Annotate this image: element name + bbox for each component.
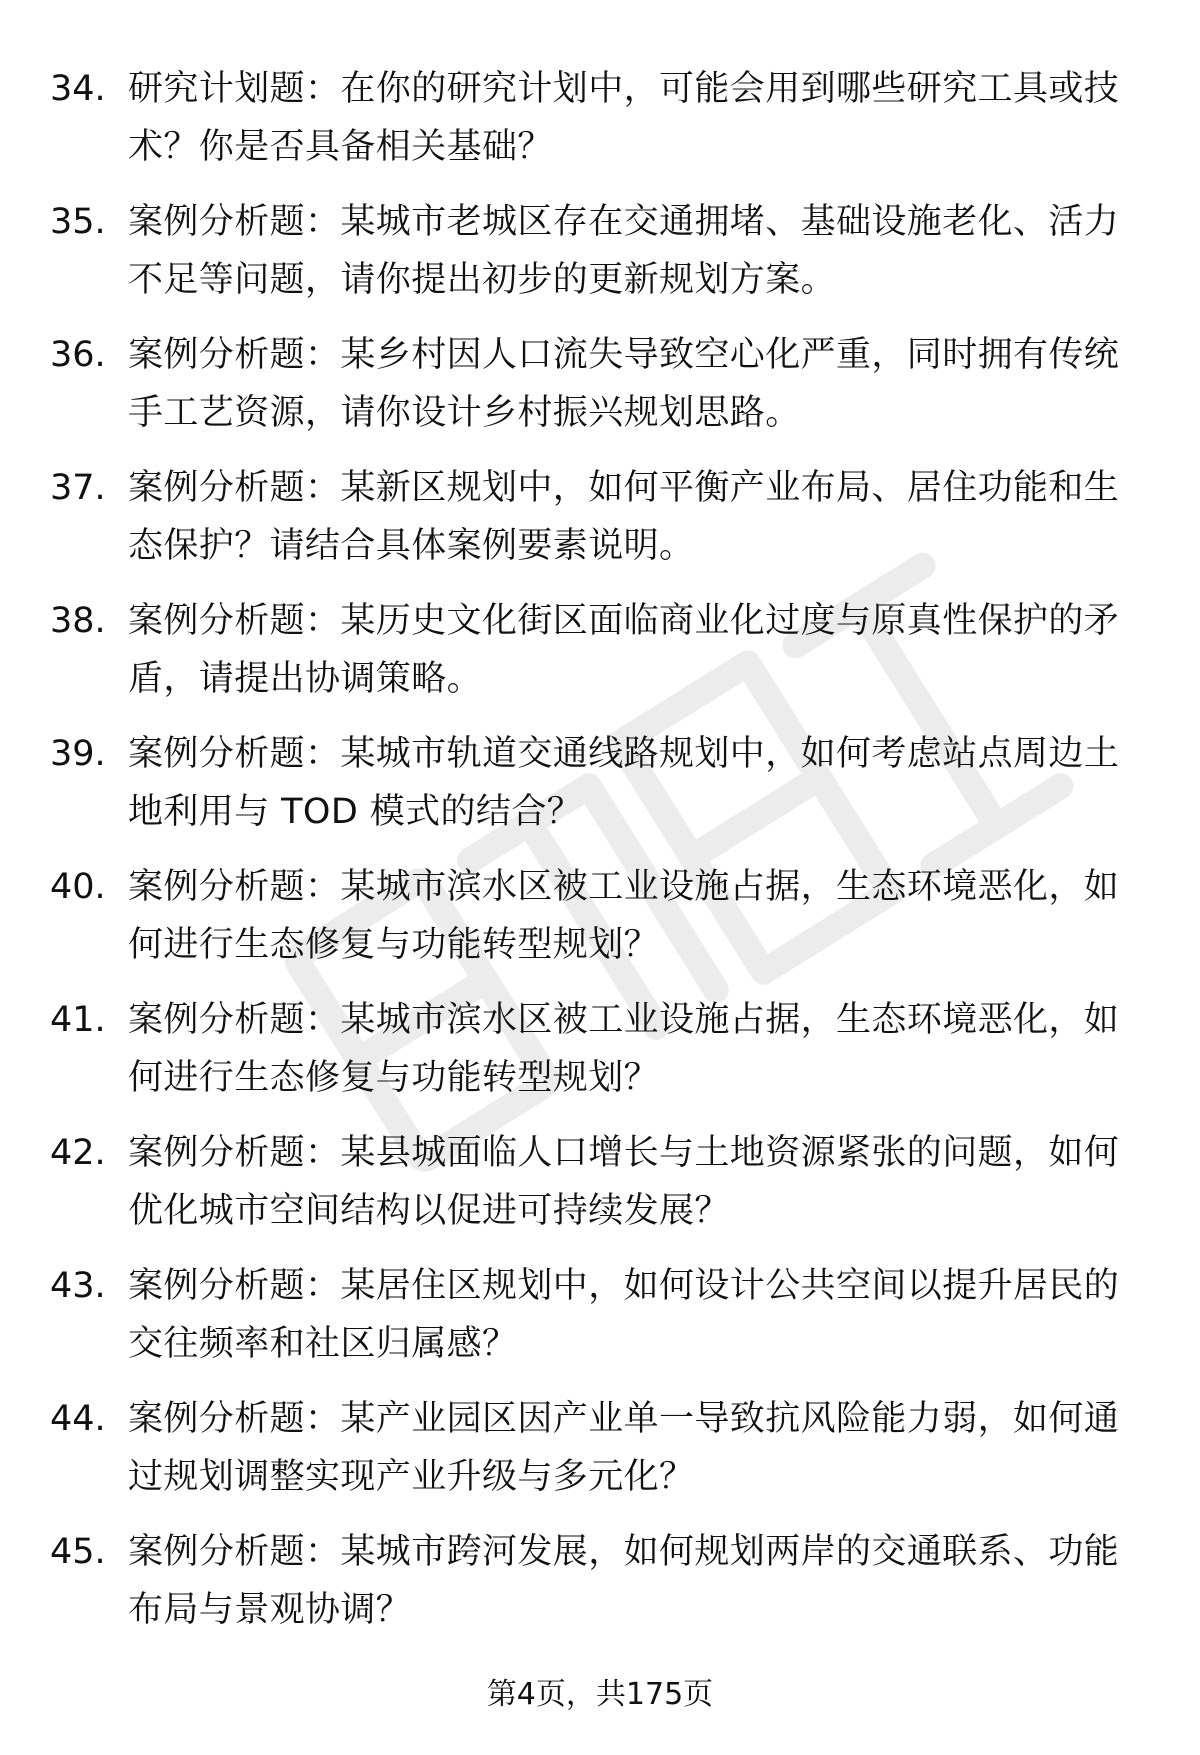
list-item — [0, 725, 1200, 858]
question-text: 案例分析题：某产业园区因产业单一导致抗风险能力弱，如何通过规划调整实现产业升级与多元化？ — [128, 1399, 1120, 1497]
list-item — [0, 858, 1200, 991]
question-number: 42. — [50, 1133, 106, 1173]
question-number: 35. — [50, 202, 106, 242]
question-text: 案例分析题：某县城面临人口增长与土地资源紧张的问题，如何优化城市空间结构以促进可持续发展？ — [128, 1133, 1120, 1231]
question-number: 37. — [50, 468, 106, 508]
question-text: 案例分析题：某城市跨河发展，如何规划两岸的交通联系、功能布局与景观协调？ — [128, 1532, 1120, 1630]
question-text: 案例分析题：某新区规划中，如何平衡产业布局、居住功能和生态保护？请结合具体案例要素说明。 — [128, 468, 1120, 566]
question-text: 案例分析题：某城市老城区存在交通拥堵、基础设施老化、活力不足等问题，请你提出初步的更新规划方案。 — [128, 202, 1120, 300]
question-number: 41. — [50, 1000, 106, 1040]
question-number: 45. — [50, 1532, 106, 1572]
list-item — [0, 1124, 1200, 1257]
question-number: 34. — [50, 69, 106, 109]
list-item — [0, 592, 1200, 725]
list-item — [0, 991, 1200, 1124]
question-number: 39. — [50, 734, 106, 774]
list-item — [0, 193, 1200, 326]
question-list — [0, 60, 1200, 1656]
question-text: 案例分析题：某城市滨水区被工业设施占据，生态环境恶化，如何进行生态修复与功能转型规划？ — [128, 867, 1120, 965]
list-item — [0, 1257, 1200, 1390]
question-text: 案例分析题：某城市滨水区被工业设施占据，生态环境恶化，如何进行生态修复与功能转型规划？ — [128, 1000, 1120, 1098]
list-item — [0, 1390, 1200, 1523]
list-item — [0, 459, 1200, 592]
question-text: 案例分析题：某历史文化街区面临商业化过度与原真性保护的矛盾，请提出协调策略。 — [128, 601, 1120, 699]
list-item — [0, 1523, 1200, 1656]
question-text: 案例分析题：某城市轨道交通线路规划中，如何考虑站点周边土地利用与 TOD 模式的结合？ — [128, 734, 1120, 832]
list-item — [0, 326, 1200, 459]
page-indicator: 第4页，共175页 — [486, 1677, 714, 1712]
question-number: 43. — [50, 1266, 106, 1306]
list-item — [0, 60, 1200, 193]
question-text: 案例分析题：某居住区规划中，如何设计公共空间以提升居民的交往频率和社区归属感？ — [128, 1266, 1120, 1364]
question-number: 36. — [50, 335, 106, 375]
question-number: 38. — [50, 601, 106, 641]
question-text: 案例分析题：某乡村因人口流失导致空心化严重，同时拥有传统手工艺资源，请你设计乡村振兴规划思路。 — [128, 335, 1120, 433]
question-text: 研究计划题：在你的研究计划中，可能会用到哪些研究工具或技术？你是否具备相关基础？ — [128, 69, 1120, 167]
question-number: 40. — [50, 867, 106, 907]
question-number: 44. — [50, 1399, 106, 1439]
